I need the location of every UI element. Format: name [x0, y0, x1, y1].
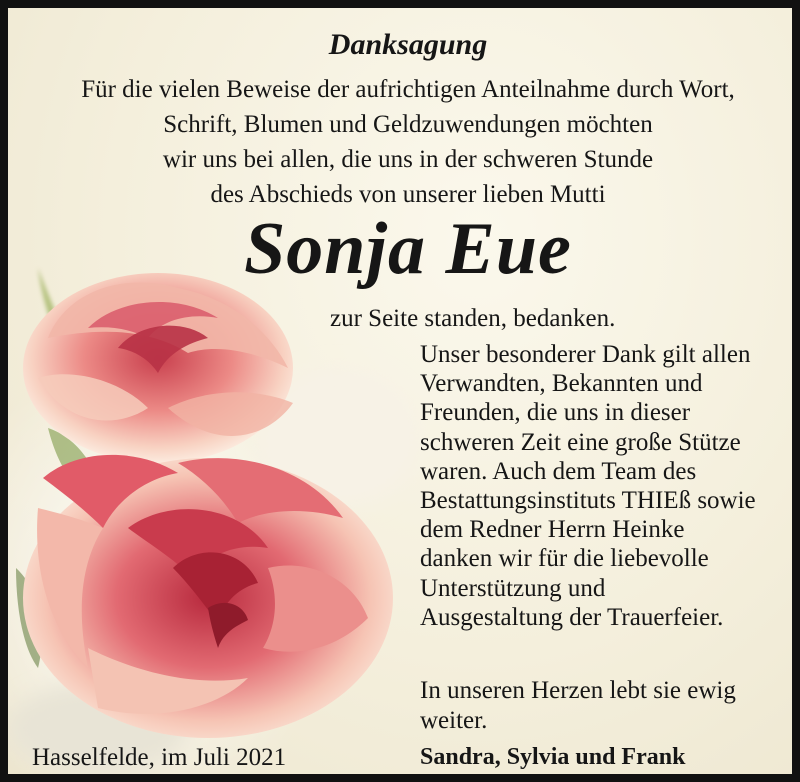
- intro-line: Schrift, Blumen und Geldzuwendungen möchten: [163, 111, 653, 138]
- closing-line: In unseren Herzen lebt sie ewig: [420, 677, 736, 704]
- thanks-line: Bestattungsinstituts THIEß sowie: [420, 487, 756, 515]
- rose-top: [23, 273, 293, 463]
- thanks-line: waren. Auch dem Team des: [420, 457, 697, 485]
- stood-by-line: zur Seite standen, bedanken.: [330, 305, 616, 332]
- thanks-line: Unser besonderer Dank gilt allen: [420, 341, 751, 368]
- place-date: Hasselfelde, im Juli 2021: [32, 744, 287, 771]
- thanks-line: Ausgestaltung der Trauerfeier.: [420, 603, 724, 631]
- thanks-line: dem Redner Herrn Heinke: [420, 516, 685, 544]
- intro-line: des Abschieds von unserer lieben Mutti: [210, 181, 606, 208]
- signatures: Sandra, Sylvia und Frank: [420, 744, 686, 770]
- thanks-line: Unterstützung und: [420, 574, 606, 602]
- thanks-line: schweren Zeit eine große Stütze: [420, 428, 741, 456]
- heading: Danksagung: [328, 28, 488, 61]
- intro-line: Für die vielen Beweise der aufrichtigen Anteilnahme durch Wort,: [81, 76, 735, 103]
- thanks-line: danken wir für die liebevolle: [420, 545, 709, 573]
- deceased-name: Sonja Eue: [244, 208, 572, 290]
- thanks-line: Freunden, die uns in dieser: [420, 399, 691, 427]
- closing-text: [420, 676, 736, 735]
- intro-text: [8, 72, 800, 212]
- closing-line: weiter.: [420, 706, 488, 734]
- intro-line: wir uns bei allen, die uns in der schweren Stunde: [162, 146, 654, 173]
- special-thanks-text: [420, 340, 756, 632]
- thanks-line: Verwandten, Bekannten und: [420, 370, 703, 398]
